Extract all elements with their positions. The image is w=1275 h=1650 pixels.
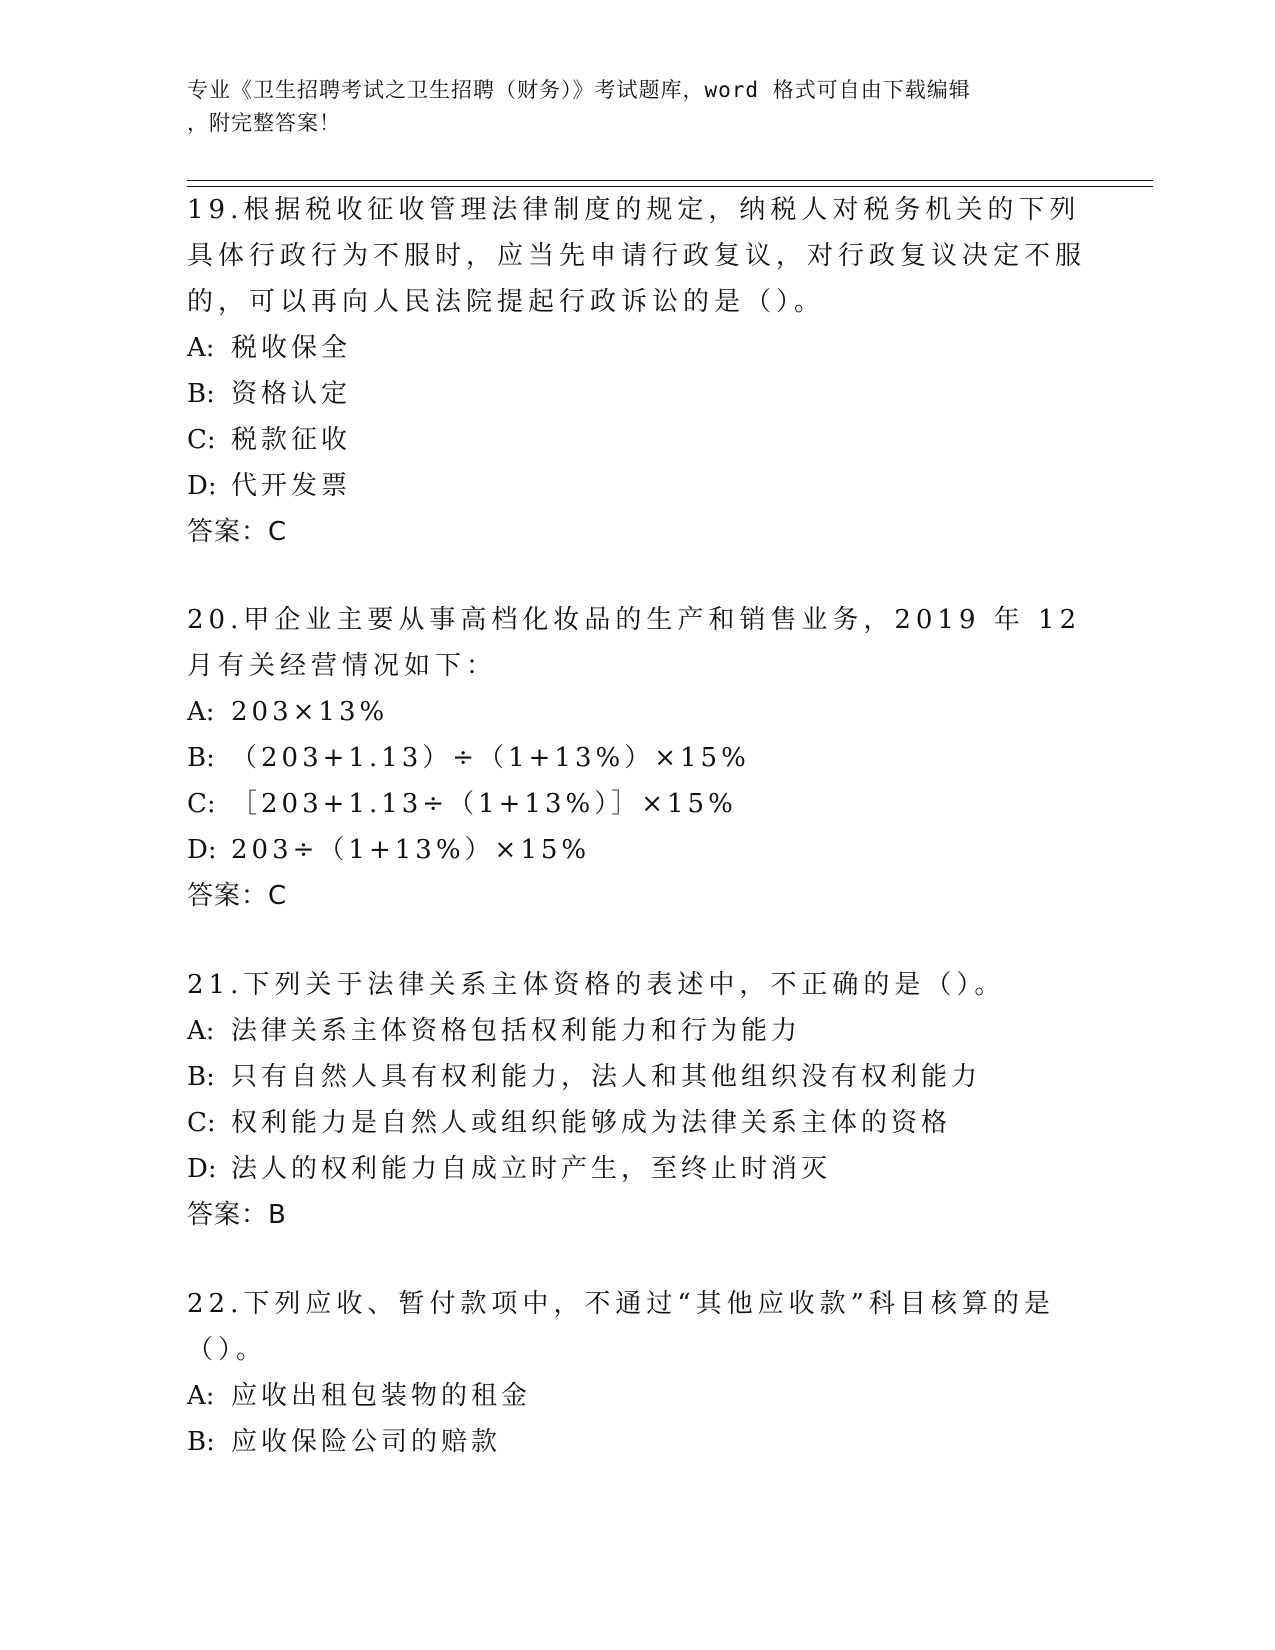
option-text: 应收出租包装物的租金 bbox=[231, 1381, 532, 1411]
option-c bbox=[187, 781, 1087, 827]
option-letter: B: bbox=[187, 1427, 215, 1457]
question-22 bbox=[187, 1281, 1087, 1465]
option-text: 税收保全 bbox=[231, 333, 352, 363]
option-text: （203+1.13）÷（1+13%）×15% bbox=[231, 743, 750, 773]
option-letter: C: bbox=[187, 789, 216, 819]
option-text: 权利能力是自然人或组织能够成为法律关系主体的资格 bbox=[231, 1108, 952, 1138]
option-c bbox=[187, 1100, 1087, 1146]
option-text: 只有自然人具有权利能力，法人和其他组织没有权利能力 bbox=[231, 1062, 982, 1092]
question-stem: 19.根据税收征收管理法律制度的规定，纳税人对税务机关的下列具体行政行为不服时，应当先申请行政复议，对行政复议决定不服的，可以再向人民法院提起行政诉讼的是（）。 bbox=[187, 195, 1087, 317]
option-letter: A: bbox=[187, 697, 215, 727]
option-a bbox=[187, 1373, 1087, 1419]
option-letter: C: bbox=[187, 1108, 216, 1138]
option-d bbox=[187, 1146, 1087, 1192]
question-19 bbox=[187, 187, 1087, 555]
question-20 bbox=[187, 597, 1087, 919]
option-letter: A: bbox=[187, 333, 215, 363]
option-letter: C: bbox=[187, 425, 216, 455]
option-letter: D: bbox=[187, 471, 217, 501]
question-21 bbox=[187, 962, 1087, 1238]
option-letter: B: bbox=[187, 743, 215, 773]
question-stem: 20.甲企业主要从事高档化妆品的生产和销售业务，2019 年 12 月有关经营情况如下： bbox=[187, 605, 1082, 681]
document-header bbox=[187, 74, 1067, 140]
header-line-1: 专业《卫生招聘考试之卫生招聘（财务）》考试题库，word 格式可自由下载编辑 bbox=[187, 78, 971, 102]
option-b bbox=[187, 1419, 1087, 1465]
option-letter: D: bbox=[187, 1154, 217, 1184]
option-letter: A: bbox=[187, 1016, 215, 1046]
option-letter: A: bbox=[187, 1381, 215, 1411]
option-letter: B: bbox=[187, 1062, 215, 1092]
option-a bbox=[187, 325, 1087, 371]
option-b bbox=[187, 371, 1087, 417]
answer: 答案：C bbox=[187, 517, 288, 547]
option-c bbox=[187, 417, 1087, 463]
option-a bbox=[187, 689, 1087, 735]
option-letter: D: bbox=[187, 835, 217, 865]
answer: 答案：B bbox=[187, 1200, 287, 1230]
question-stem: 21.下列关于法律关系主体资格的表述中，不正确的是（）。 bbox=[187, 970, 1006, 1000]
option-text: 应收保险公司的赔款 bbox=[231, 1427, 502, 1457]
option-text: 203÷（1+13%）×15% bbox=[231, 835, 591, 865]
option-text: ［203+1.13÷（1+13%）］×15% bbox=[231, 789, 737, 819]
answer: 答案：C bbox=[187, 881, 288, 911]
option-text: 203×13% bbox=[231, 697, 389, 727]
question-stem: 22.下列应收、暂付款项中，不通过“其他应收款”科目核算的是（）。 bbox=[187, 1289, 1055, 1365]
option-text: 法人的权利能力自成立时产生，至终止时消灭 bbox=[231, 1154, 832, 1184]
option-text: 代开发票 bbox=[231, 471, 352, 501]
option-letter: B: bbox=[187, 379, 215, 409]
option-d bbox=[187, 463, 1087, 509]
header-rule-top bbox=[187, 180, 1153, 181]
option-text: 资格认定 bbox=[231, 379, 352, 409]
option-text: 税款征收 bbox=[231, 425, 352, 455]
option-b bbox=[187, 1054, 1087, 1100]
header-line-2: ，附完整答案！ bbox=[187, 111, 341, 135]
option-b bbox=[187, 735, 1087, 781]
option-d bbox=[187, 827, 1087, 873]
option-a bbox=[187, 1008, 1087, 1054]
option-text: 法律关系主体资格包括权利能力和行为能力 bbox=[231, 1016, 802, 1046]
